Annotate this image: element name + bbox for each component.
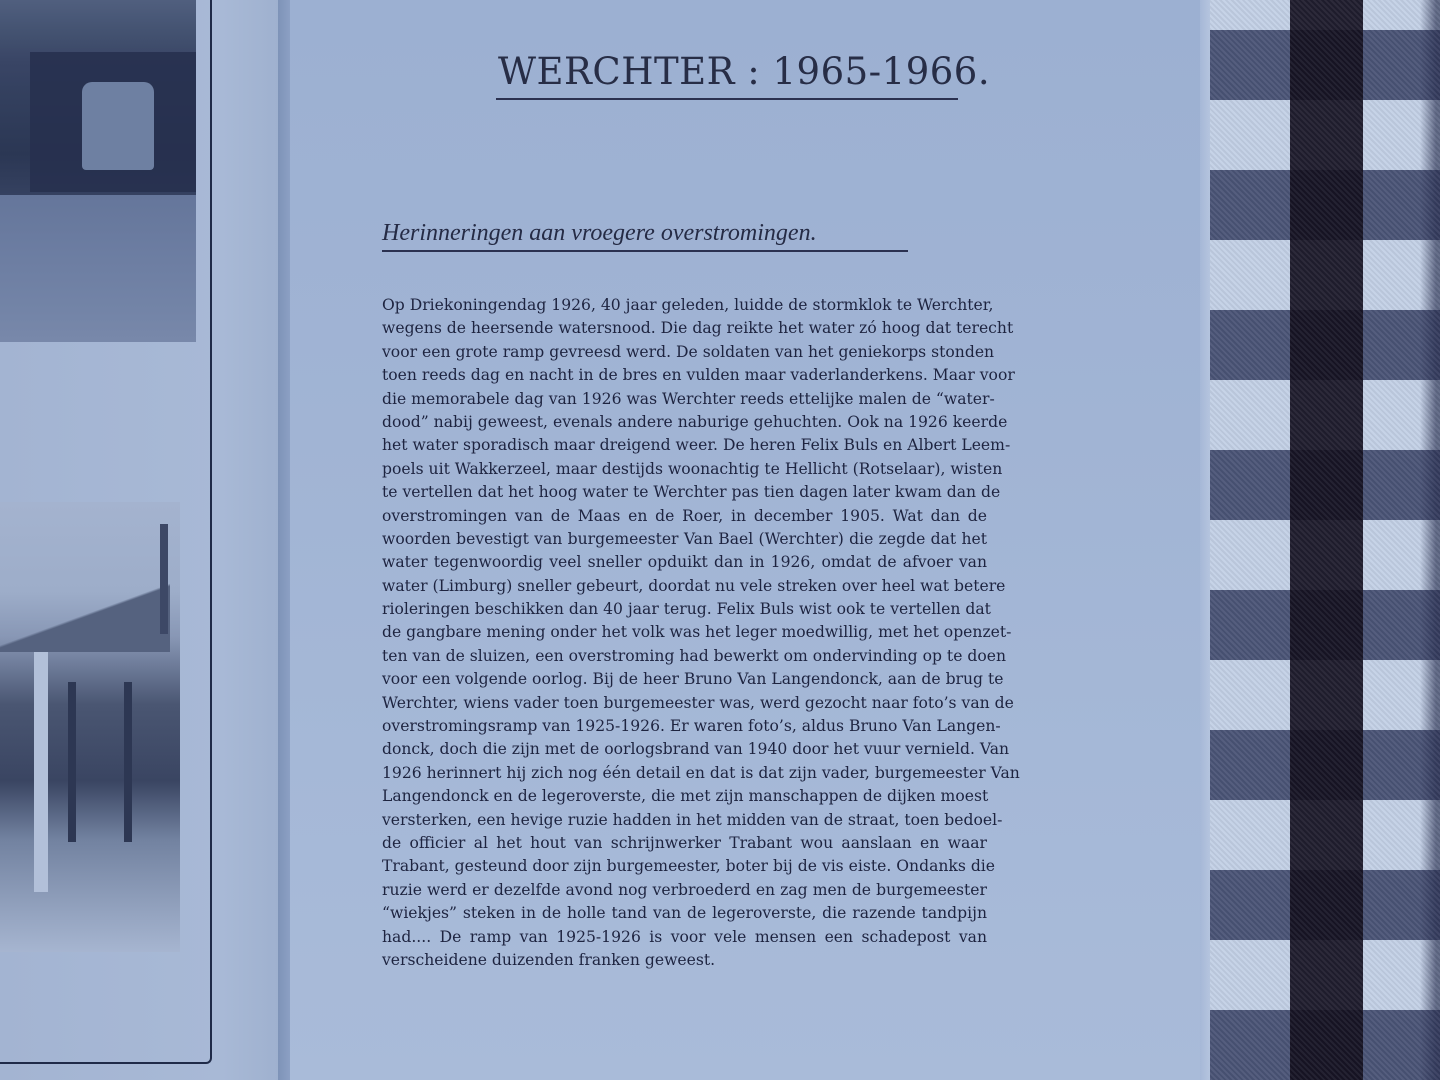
text-line: het water sporadisch maar dreigend weer. De heren Felix Buls en Albert Leem- (382, 436, 1011, 455)
text-line: water tegenwoordig veel sneller opduikt dan in 1926, omdat de afvoer van (382, 553, 987, 572)
text-line: overstromingen van de Maas en de Roer, in december 1905. Wat dan de (382, 506, 987, 525)
text-line: verscheidene duizenden franken geweest. (382, 950, 716, 969)
body-paragraph (382, 294, 1020, 972)
text-line: de officier al het hout van schrijnwerker Trabant wou aanslaan en waar (382, 833, 987, 852)
text-line: rioleringen beschikken dan 40 jaar terug. Felix Buls wist ook te vertellen dat (382, 600, 991, 619)
text-line: die memorabele dag van 1926 was Werchter reeds ettelijke malen de “water- (382, 389, 995, 408)
text-line: “wiekjes” steken in de holle tand van de legeroverste, die razende tandpijn (382, 904, 987, 923)
left-facing-page (0, 0, 278, 1080)
text-line: had.... De ramp van 1925-1926 is voor vele mensen een schadepost van (382, 927, 987, 946)
text-line: voor een volgende oorlog. Bij de heer Bruno Van Langendonck, aan de brug te (382, 670, 1004, 689)
tablecloth-weave-texture (1210, 0, 1440, 1080)
book-page (290, 0, 1210, 1080)
text-line: ten van de sluizen, een overstroming had bewerkt om ondervinding op te doen (382, 646, 1007, 665)
text-line: Langendonck en de legeroverste, die met zijn manschappen de dijken moest (382, 787, 989, 806)
text-line: de gangbare mening onder het volk was het leger moedwillig, met het openzet- (382, 623, 1012, 642)
text-line: water (Limburg) sneller gebeurt, doordat nu vele streken over heel wat betere (382, 576, 1006, 595)
text-line: woorden bevestigt van burgemeester Van Bael (Werchter) die zegde dat het (382, 529, 987, 548)
text-line: wegens de heersende watersnood. Die dag reikte het water zó hoog dat terecht (382, 319, 1014, 338)
text-line: versterken, een hevige ruzie hadden in het midden van de straat, toen bedoel- (382, 810, 1003, 829)
text-line: donck, doch die zijn met de oorlogsbrand van 1940 door het vuur vernield. Van (382, 740, 1010, 759)
text-line: poels uit Wakkerzeel, maar destijds woonachtig te Hellicht (Rotselaar), wisten (382, 459, 1003, 478)
text-line: 1926 herinnert hij zich nog één detail en dat is dat zijn vader, burgemeester Van (382, 763, 1020, 782)
text-line: Trabant, gesteund door zijn burgemeester, boter bij de vis eiste. Ondanks die (382, 857, 996, 876)
text-line: toen reeds dag en nacht in de bres en vulden maar vaderlanderkens. Maar voor (382, 366, 1015, 385)
title-underline (496, 98, 958, 100)
text-line: overstromingsramp van 1925-1926. Er waren foto’s, aldus Bruno Van Langen- (382, 717, 1001, 736)
page-border-frame (0, 0, 212, 1064)
section-heading: Herinneringen aan vroegere overstromingen. (382, 220, 817, 246)
text-line: Werchter, wiens vader toen burgemeester was, werd gezocht naar foto’s van de (382, 693, 1014, 712)
text-line: voor een grote ramp gevreesd werd. De soldaten van het geniekorps stonden (382, 342, 995, 361)
text-line: dood” nabij geweest, evenals andere naburige gehuchten. Ook na 1926 keerde (382, 412, 1008, 431)
page-title: WERCHTER : 1965-1966. (498, 50, 991, 93)
text-line: te vertellen dat het hoog water te Werchter pas tien dagen later kwam dan de (382, 483, 1001, 502)
text-line: Op Driekoningendag 1926, 40 jaar geleden, luidde de stormklok te Werchter, (382, 296, 994, 314)
section-heading-underline (382, 250, 908, 252)
text-line: ruzie werd er dezelfde avond nog verbroederd en zag men de burgemeester (382, 880, 987, 899)
